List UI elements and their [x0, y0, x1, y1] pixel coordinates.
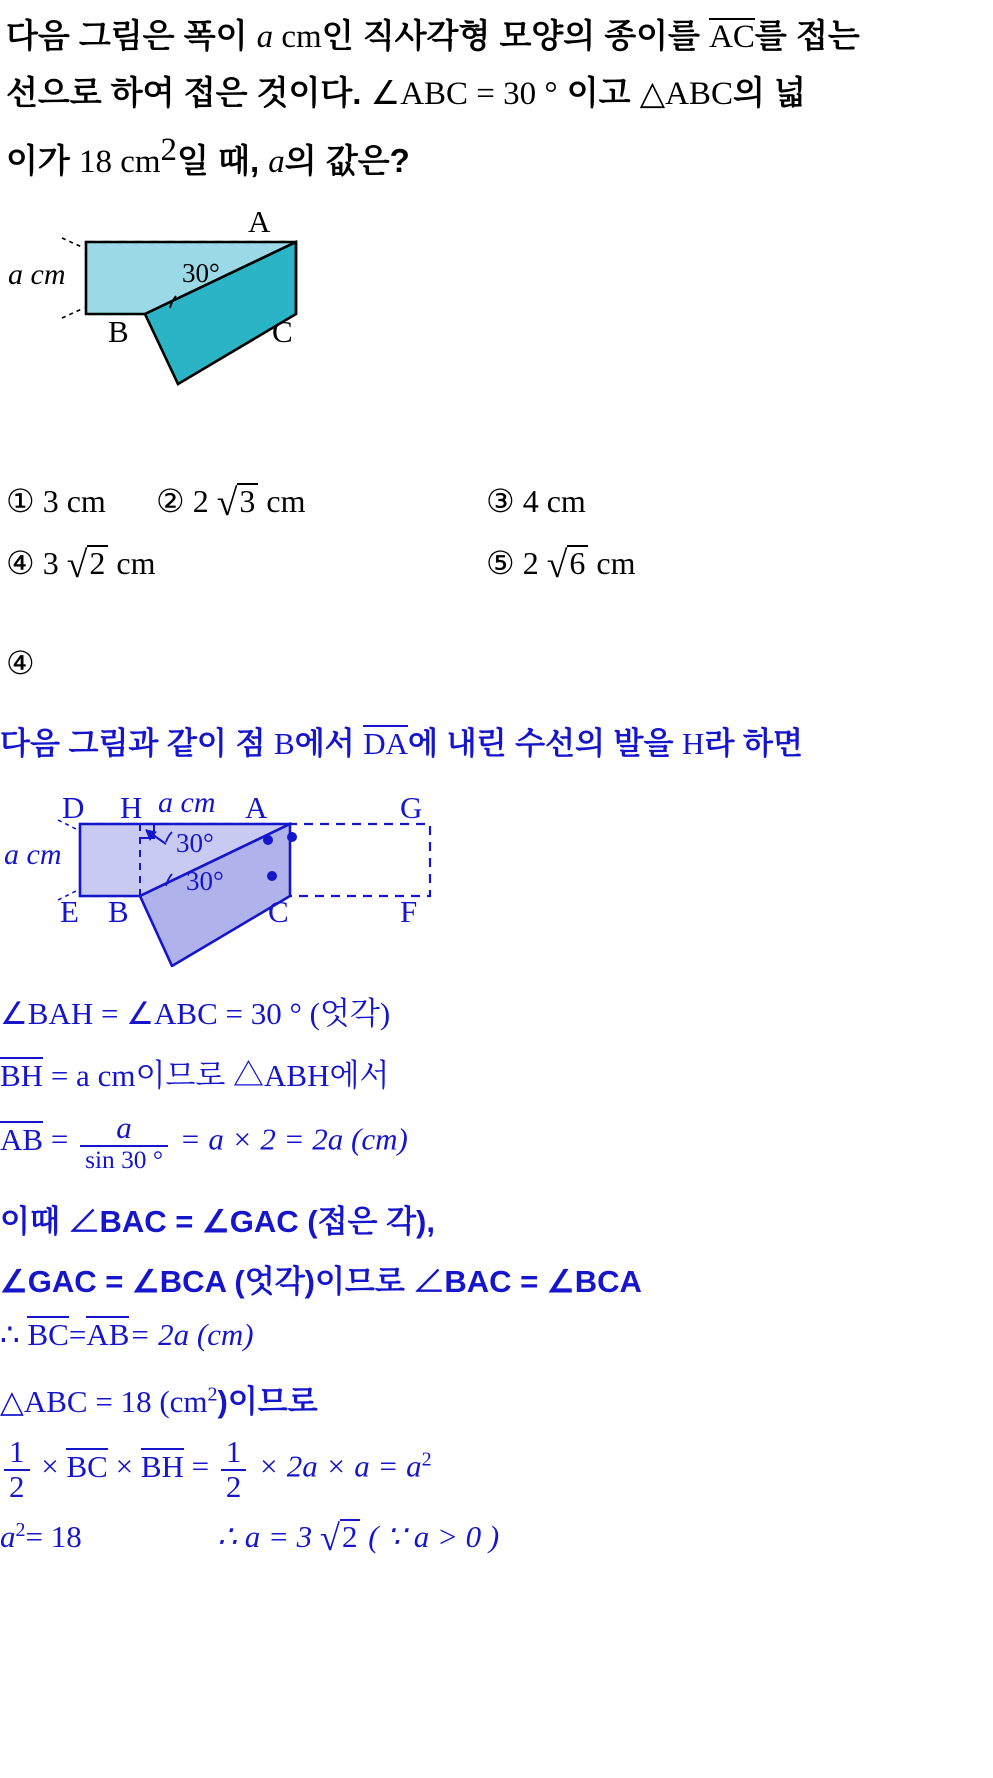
- figure2-label-D: D: [62, 790, 85, 825]
- problem-line2-part-a: 선으로 하여 접은 것이다.: [6, 74, 371, 111]
- solution-line6-segment-ab: AB: [86, 1317, 130, 1352]
- problem-line3-area: 18 cm: [78, 144, 161, 180]
- choice-3[interactable]: [486, 470, 586, 532]
- choices-row-2: [6, 532, 866, 594]
- solution-line8-segment-bc: BC: [66, 1448, 108, 1484]
- figure2-angle-label-1: 30°: [176, 828, 214, 858]
- problem-line1-segment: AC: [709, 19, 755, 55]
- figure1-label-A: A: [248, 204, 271, 239]
- problem-line1-var: a: [256, 19, 274, 55]
- choice-2-coeff: 2: [192, 483, 209, 519]
- figure2-angle-label-2: 30°: [186, 866, 224, 896]
- solution-line2-text: = a cm이므로 △ABH에서: [50, 1058, 390, 1093]
- solution-line-5: [0, 1256, 980, 1301]
- choice-4[interactable]: [6, 532, 156, 596]
- width-tick-bottom: [62, 308, 84, 318]
- figure2-label-B: B: [108, 894, 129, 929]
- solution-intro-segment-da: DA: [363, 726, 409, 761]
- problem-line2-part-b: 이고: [557, 74, 640, 111]
- solution-line7-tail: )이므로: [217, 1384, 318, 1419]
- solution-line8-segment-bh: BH: [140, 1448, 184, 1484]
- solution-line8-equals: =: [191, 1448, 210, 1484]
- problem-line3-part-b: 일 때,: [177, 142, 269, 179]
- solution-intro: [0, 718, 980, 763]
- figure2-label-G: G: [400, 790, 423, 825]
- solution-intro-c: 에 내린 수선의 발을: [408, 726, 683, 761]
- choice-1-number: ①: [6, 483, 35, 519]
- solution-line6-equals: =: [68, 1317, 87, 1352]
- solution-line3-tail: = a × 2 = 2a (cm): [179, 1121, 408, 1157]
- solution-line6-segment-bc: BC: [27, 1317, 69, 1352]
- solution-line8-den1: 2: [9, 1468, 25, 1504]
- figure2-label-C: C: [268, 894, 289, 929]
- solution-line-2: [0, 1050, 980, 1095]
- solution-line5-text: ∠GAC = ∠BCA (엇각)이므로 ∠BAC = ∠BCA: [0, 1264, 642, 1299]
- solution-line3-equals: =: [50, 1121, 69, 1157]
- solution-line9-value: = 18: [25, 1519, 82, 1555]
- width-tick-top: [62, 238, 84, 248]
- problem-line3-part-c: 의 값은?: [284, 142, 410, 179]
- figure1-label-C: C: [272, 314, 293, 349]
- problem-line3-exponent: 2: [160, 132, 178, 168]
- choice-5-unit: cm: [596, 545, 636, 581]
- solution-line7-text: △ABC = 18 (cm: [0, 1384, 208, 1419]
- choice-3-text: 4 cm: [522, 483, 586, 519]
- solution-line3-numerator: a: [80, 1112, 168, 1147]
- figure1-angle-label: 30°: [182, 258, 220, 288]
- solution-intro-b: 에서: [294, 726, 364, 761]
- solution-line9-var: a: [0, 1519, 16, 1555]
- solution-line7-exponent: 2: [207, 1383, 218, 1406]
- choice-2-number: ②: [156, 483, 185, 519]
- choice-5-sqrt: √6: [547, 532, 589, 596]
- solution-line6-therefore: ∴: [0, 1317, 28, 1352]
- solution-line3-fraction: [80, 1112, 168, 1173]
- problem-line2-angle: ∠ABC = 30 °: [370, 76, 558, 112]
- solution-line8-times1: ×: [41, 1448, 59, 1484]
- problem-line2-part-c: 의 넓: [732, 74, 806, 111]
- choice-4-number: ④: [6, 545, 35, 581]
- problem-line1-unit: cm: [281, 19, 322, 55]
- solution-line8-exponent: 2: [421, 1448, 432, 1471]
- solution-line-9: [0, 1516, 980, 1559]
- problem-line-3: [6, 122, 986, 190]
- choice-2[interactable]: [156, 470, 306, 534]
- angle-dot-3: [267, 871, 277, 881]
- solution-line-1: ∠BAH = ∠ABC = 30 ° (엇각): [0, 996, 391, 1031]
- choices-row-1: [6, 470, 866, 532]
- solution-line2-segment: BH: [0, 1058, 44, 1093]
- figure1-width-label: a cm: [8, 258, 66, 291]
- solution-line8-num1: 1: [4, 1436, 30, 1471]
- solution-line-7: [0, 1376, 980, 1421]
- solution-line8-fraction-2: [221, 1436, 247, 1503]
- solution-line8-tail: × 2a × a = a: [258, 1448, 422, 1484]
- solution-line9-exponent: 2: [15, 1518, 26, 1541]
- problem-line1-part-b: 인 직사각형 모양의 종이를: [321, 17, 710, 54]
- figure-folded-paper-1: [0, 196, 470, 386]
- solution-intro-point-b: B: [274, 726, 295, 761]
- answer-choices: [6, 470, 866, 594]
- figure2-label-F: F: [400, 894, 418, 929]
- problem-line1-part-c: 를 접는: [754, 17, 860, 54]
- choice-4-coeff: 3: [42, 545, 59, 581]
- choice-1-text: 3 cm: [42, 483, 106, 519]
- solution-line3-segment-ab: AB: [0, 1121, 44, 1157]
- solution-line4-text: 이때 ∠BAC = ∠GAC (접은 각),: [0, 1204, 435, 1239]
- problem-line-2: [6, 65, 986, 122]
- figure-folded-paper-2: [0, 782, 470, 967]
- solution-line9-sqrt: √2: [320, 1516, 361, 1559]
- figure1-label-B: B: [108, 314, 129, 349]
- solution-intro-a: 다음 그림과 같이 점: [0, 726, 275, 761]
- choice-5-number: ⑤: [486, 545, 515, 581]
- figure1-svg: [0, 196, 470, 386]
- angle-dot-1: [263, 835, 273, 845]
- figure2-label-A: A: [245, 790, 268, 825]
- answer-key: ④: [6, 645, 35, 681]
- solution-line-8: [0, 1436, 980, 1503]
- solution-line8-fraction-1: [4, 1436, 30, 1503]
- solution-line-4: [0, 1196, 980, 1241]
- solution-line-6: [0, 1316, 980, 1353]
- figure2-label-H: H: [120, 790, 143, 825]
- solution-line3-denominator: sin 30 °: [85, 1145, 163, 1174]
- problem-statement: [6, 8, 986, 190]
- figure2-label-E: E: [60, 894, 79, 929]
- choice-2-sqrt: √3: [217, 470, 259, 534]
- choice-1[interactable]: [6, 470, 106, 532]
- solution-intro-d: 라 하면: [704, 726, 803, 761]
- choice-4-sqrt: √2: [67, 532, 109, 596]
- problem-line-1: [6, 8, 986, 65]
- solution-intro-point-h: H: [682, 726, 705, 761]
- choice-2-unit: cm: [266, 483, 306, 519]
- solution-line9-condition: ( ∵ a > 0 ): [368, 1519, 500, 1555]
- solution-line9-result: ∴ a = 3: [217, 1519, 313, 1555]
- solution-line8-num2: 1: [221, 1436, 247, 1471]
- problem-line1-part-a: 다음 그림은 폭이: [6, 17, 257, 54]
- solution-line6-tail: = 2a (cm): [129, 1317, 254, 1352]
- choice-5-coeff: 2: [522, 545, 539, 581]
- choice-4-unit: cm: [116, 545, 156, 581]
- solution-line8-den2: 2: [225, 1468, 242, 1504]
- problem-line3-var: a: [268, 144, 285, 180]
- solution-line8-times2: ×: [115, 1448, 134, 1484]
- choice-3-number: ③: [486, 483, 515, 519]
- choice-5[interactable]: [486, 532, 636, 596]
- figure2-top-label: a cm: [158, 786, 216, 819]
- angle-dot-2: [287, 832, 297, 842]
- solution-line-3: [0, 1112, 980, 1173]
- problem-line3-part-a: 이가: [6, 142, 79, 179]
- problem-line2-triangle: △ABC: [639, 76, 733, 112]
- figure2-width-label: a cm: [4, 838, 62, 871]
